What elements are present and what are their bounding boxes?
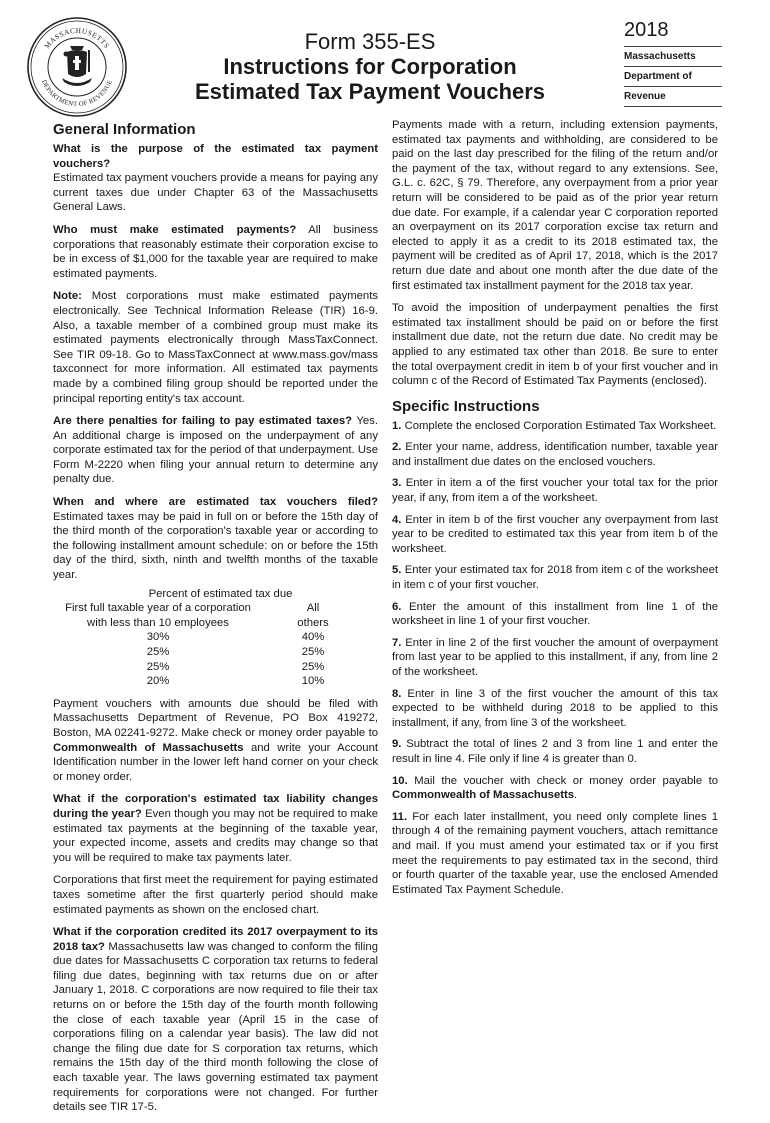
col2-header-line2: others bbox=[297, 616, 329, 629]
list-item bbox=[392, 563, 718, 592]
col1-header-line2: with less than 10 employees bbox=[87, 616, 229, 629]
dept-line-3: Revenue bbox=[624, 86, 722, 107]
overpayment-credit-answer: Massachusetts law was changed to conform the filing due dates for Massachusetts C corporation tax returns to federal filing due dates, beginning with tax returns due on or after January 1, 2018. C corporations are now required to file their tax returns on or before the 15th day of the fourth month following the close of each taxable year (April 15 in the case of corporations filing on a calendar year basis). The law did not change the filing due date for S corporation tax returns, which remains the 15th day of the third month following the close of each taxable year. The laws governing estimated tax payment requirements for corporations were not changed. For further details see TIR 17-5. bbox=[53, 940, 378, 1114]
table-cell: 25% bbox=[146, 646, 170, 658]
payment-address-paragraph bbox=[53, 697, 378, 785]
instruction-list bbox=[392, 419, 718, 898]
item-text: Enter the amount of this installment from line 1 of the worksheet in line 1 of your first voucher. bbox=[392, 600, 719, 628]
item-text: Enter your estimated tax for 2018 from item c of the worksheet in item c of your first voucher. bbox=[392, 564, 719, 592]
form-header bbox=[150, 30, 590, 104]
payee-name: Commonwealth of Massachusetts bbox=[392, 789, 575, 802]
table-cell: 20% bbox=[146, 675, 170, 688]
item-text: Complete the enclosed Corporation Estimated Tax Worksheet. bbox=[404, 419, 717, 432]
item-text: Enter in line 3 of the first voucher the amount of this tax expected to be withheld during 2018 to be applied to this installment, if any, from line 3 of the worksheet. bbox=[392, 687, 718, 729]
purpose-answer: Estimated tax payment vouchers provide a means for paying any current taxes due under Chapter 63 of the Massachusetts General Laws. bbox=[53, 172, 378, 214]
col2-header-line1: All bbox=[306, 602, 320, 615]
col1-header-line1: First full taxable year of a corporation bbox=[65, 602, 251, 615]
massachusetts-seal-logo bbox=[26, 16, 128, 118]
list-item bbox=[392, 737, 718, 766]
item-text: Enter in item a of the first voucher your total tax for the prior year, if any, from item a of the worksheet. bbox=[392, 477, 719, 505]
item-text: Enter in item b of the first voucher any overpayment from last year to be credited to estimated tax this year from item b of the worksheet. bbox=[392, 513, 719, 555]
item-number: 8. bbox=[392, 687, 402, 700]
item-number: 1. bbox=[392, 419, 402, 432]
dept-line-2: Department of bbox=[624, 66, 722, 86]
item-number: 2. bbox=[392, 441, 402, 454]
payment-address-text: Payment vouchers with amounts due should be filed with Massachusetts Department of Revenue, PO Box 419272, Boston, MA 02241-9272. Make check or money order payable to bbox=[53, 697, 378, 739]
item-number: 6. bbox=[392, 600, 402, 613]
item-number: 5. bbox=[392, 564, 402, 577]
percent-table bbox=[53, 587, 378, 689]
percent-table-header-row bbox=[53, 616, 378, 631]
item-number: 7. bbox=[392, 636, 402, 649]
first-meet-paragraph bbox=[53, 873, 378, 917]
table-cell: 10% bbox=[301, 675, 325, 688]
table-cell: 30% bbox=[146, 631, 170, 644]
list-item bbox=[392, 440, 718, 469]
note-label: Note: bbox=[53, 290, 82, 303]
table-cell: 40% bbox=[301, 631, 325, 644]
list-item bbox=[392, 810, 718, 898]
table-row bbox=[53, 630, 378, 645]
avoid-penalties-text: To avoid the imposition of underpayment penalties the first estimated tax installment should be paid on or before the first installment due date, not the return due date. No credit may be applied to any estimated tax other than 2018. Be sure to enter the total overpayment credit in item b of your first voucher and in column c of the Record of Estimated Tax Payments (enclosed). bbox=[392, 302, 718, 388]
table-cell: 25% bbox=[146, 660, 170, 673]
liability-changes-question: What if the corporation's estimated tax liability changes during the year? bbox=[53, 793, 378, 820]
overpayment-credit-paragraph bbox=[53, 925, 378, 1115]
note-paragraph bbox=[53, 289, 378, 406]
form-title-line2: Estimated Tax Payment Vouchers bbox=[194, 79, 546, 104]
list-item bbox=[392, 636, 718, 680]
liability-changes-answer: Even though you may not be required to make estimated tax payments at the beginning of the taxable year, your expected income, assets and credits may change so that you will be required to make tax payments later. bbox=[53, 807, 379, 864]
table-row bbox=[53, 660, 378, 675]
item-number: 4. bbox=[392, 513, 402, 526]
item-text: Subtract the total of lines 2 and 3 from line 1 and enter the result in line 4. File only if line 4 is greater than 0. bbox=[392, 738, 719, 765]
table-cell: 25% bbox=[301, 660, 325, 673]
when-where-answer: Estimated taxes may be paid in full on or before the 15th day of the third month of the corporation's taxable year or according to the following installment amount schedule: on or before the 15th day of the third, sixth, ninth and twelfth months of the taxable year. bbox=[53, 510, 378, 582]
note-text: Most corporations must make estimated payments electronically. See Technical Information Release (TIR) 16-9. Also, a taxable member of a combined group must make its estimated payments electronically through MassTaxConnect. See TIR 09-18. Go to MassTaxConnect at www.mass.gov/mass taxconnect for more information. All estimated tax payments made by a combined filing group should be reported under the principal reporting entity's tax account. bbox=[53, 290, 378, 405]
item-text: Enter in line 2 of the first voucher the amount of overpayment from last year to be applied to this installment, if any, from line 2 of the worksheet. bbox=[392, 636, 719, 678]
avoid-penalties-paragraph bbox=[392, 301, 718, 389]
payments-with-return-text: Payments made with a return, including extension payments, estimated tax payments and withholding, are considered to be paid on the last day prescribed for the filing of the return and/or the payment of the tax, without regard to any extensions. See, G.L. c. 62C, § 79. Therefore, any overpayment from a prior year return will be considered to be paid as of the prior year return due date. For example, if a calendar year C corporation reported an overpayment on its 2017 corporation excise tax return and elected to apply it as a credit to its 2018 estimated tax, the payment will be credited as of April 17, 2018, which is the 2017 return due date and about one month after the due date of the first estimated tax installment payment for the 2018 tax year. bbox=[392, 119, 718, 292]
percent-table-title: Percent of estimated tax due bbox=[148, 587, 293, 600]
svg-text:MASSACHUSETTS: MASSACHUSETTS bbox=[43, 26, 111, 51]
form-title-line1: Instructions for Corporation bbox=[223, 54, 517, 79]
list-item bbox=[392, 513, 718, 557]
item-text: Enter your name, address, identification number, taxable year and installment due dates on the enclosed vouchers. bbox=[392, 441, 718, 468]
liability-changes-paragraph bbox=[53, 792, 378, 865]
dept-line-1: Massachusetts bbox=[624, 46, 722, 66]
list-item bbox=[392, 687, 718, 731]
department-block bbox=[624, 18, 722, 107]
list-item bbox=[392, 600, 718, 629]
who-must-answer: All business corporations that reasonably estimate their corporation excise to be in excess of $1,000 for the taxable year are required to make estimated payments. bbox=[53, 223, 379, 280]
overpayment-credit-question: What if the corporation credited its 2017 overpayment to its 2018 tax? bbox=[53, 926, 378, 953]
purpose-paragraph bbox=[53, 142, 378, 215]
who-must-question: Who must make estimated payments? bbox=[53, 223, 297, 236]
item-text-end: . bbox=[574, 789, 578, 802]
form-number: Form 355-ES bbox=[304, 29, 436, 54]
tax-year: 2018 bbox=[624, 19, 669, 41]
payments-with-return-paragraph bbox=[392, 118, 718, 293]
general-information-heading: General Information bbox=[53, 121, 196, 138]
left-column bbox=[53, 118, 378, 1123]
payee-name: Commonwealth of Massachusetts bbox=[53, 741, 244, 754]
when-where-question: When and where are estimated tax vouchers filed? bbox=[53, 496, 378, 509]
item-number: 9. bbox=[392, 738, 402, 751]
table-cell: 25% bbox=[301, 646, 325, 658]
who-must-paragraph bbox=[53, 223, 378, 281]
when-where-paragraph bbox=[53, 495, 378, 583]
item-text: For each later installment, you need only complete lines 1 through 4 of the remaining payment vouchers, attach remittance and mail. If you must amend your estimated tax or if you first meet the requirements to pay estimated tax in the second, third or fourth quarter of the taxable year, use the enclosed Amended Estimated Tax Payment Schedule. bbox=[392, 810, 718, 896]
table-row bbox=[53, 645, 378, 660]
penalties-paragraph bbox=[53, 414, 378, 487]
purpose-question: What is the purpose of the estimated tax payment vouchers? bbox=[53, 143, 378, 170]
first-meet-text: Corporations that first meet the requirement for paying estimated taxes sometime after the first quarterly period should make estimated payments as shown on the enclosed chart. bbox=[53, 874, 378, 916]
list-item bbox=[392, 476, 718, 505]
item-number: 10. bbox=[392, 774, 408, 787]
item-text: Mail the voucher with check or money order payable to bbox=[414, 774, 718, 787]
penalties-answer: Yes. An additional charge is imposed on the underpayment of any corporate estimated tax for the period of that underpayment. Use Form M-2220 when filing your annual return to determine any penalty due. bbox=[53, 415, 378, 486]
item-number: 3. bbox=[392, 477, 402, 490]
svg-text:DEPARTMENT OF REVENUE: DEPARTMENT OF REVENUE bbox=[40, 78, 114, 109]
penalties-question: Are there penalties for failing to pay estimated taxes? bbox=[53, 415, 353, 428]
payment-address-text-2: and write your Account Identification number in the lower left hand corner on your check or money order. bbox=[53, 741, 378, 783]
item-number: 11. bbox=[392, 810, 408, 823]
specific-instructions-heading: Specific Instructions bbox=[392, 397, 540, 415]
list-item bbox=[392, 774, 718, 803]
table-row bbox=[53, 674, 378, 689]
right-column bbox=[392, 118, 718, 904]
list-item bbox=[392, 419, 718, 434]
percent-table-header-row bbox=[53, 601, 378, 616]
